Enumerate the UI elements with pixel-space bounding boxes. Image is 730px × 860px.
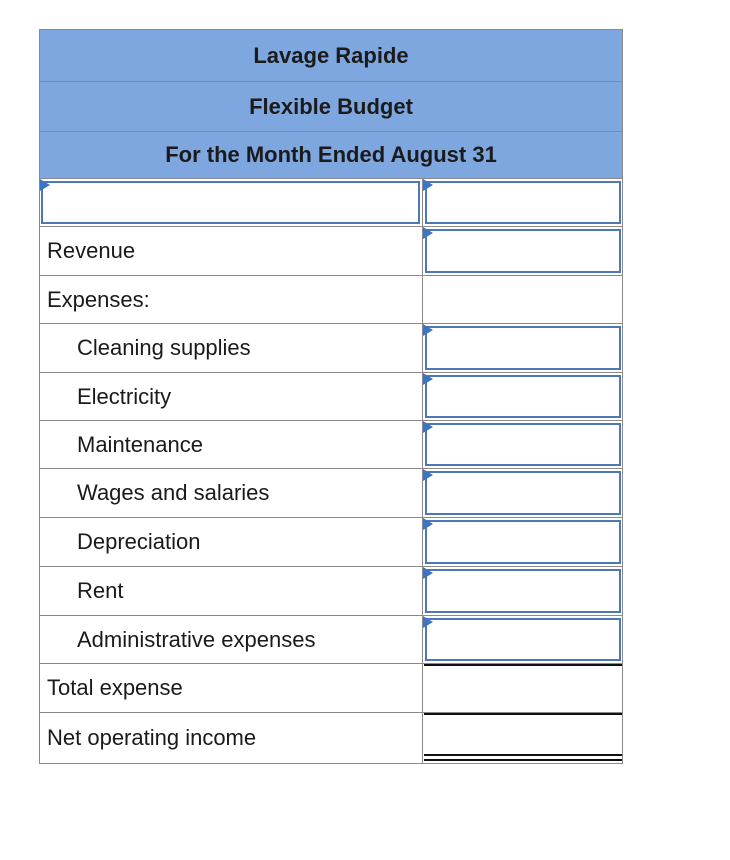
row-label: Administrative expenses — [40, 616, 423, 663]
wages-and-salaries-cell — [423, 469, 622, 517]
table-row-net-operating-income — [40, 713, 622, 764]
row-label: Wages and salaries — [40, 469, 423, 517]
row-label: Total expense — [40, 664, 423, 712]
table-row-administrative-expenses — [40, 616, 622, 664]
maintenance-cell — [423, 421, 622, 468]
dropdown-indicator-icon — [423, 324, 433, 336]
row-label: Revenue — [40, 227, 423, 275]
table-row-revenue — [40, 227, 622, 276]
electricity-input[interactable] — [425, 375, 621, 418]
table-row-depreciation — [40, 518, 622, 567]
table-row-electricity — [40, 373, 622, 421]
maintenance-input[interactable] — [425, 423, 621, 466]
table-row-wages-and-salaries — [40, 469, 622, 518]
table-row-cleaning-supplies — [40, 324, 622, 373]
table-row-rent — [40, 567, 622, 616]
budget-grid — [39, 179, 623, 764]
empty-cell — [423, 276, 622, 323]
cleaning-supplies-input[interactable] — [425, 326, 621, 370]
table-row-expenses-heading — [40, 276, 622, 324]
flexible-budget-table — [39, 29, 623, 764]
cleaning-supplies-cell — [423, 324, 622, 372]
dropdown-indicator-icon — [40, 179, 50, 191]
double-underline — [424, 754, 622, 761]
table-row-total-expense — [40, 664, 622, 713]
revenue-cell — [423, 227, 622, 275]
row-label: Expenses: — [40, 276, 423, 323]
dropdown-indicator-icon — [423, 567, 433, 579]
dropdown-indicator-icon — [423, 179, 433, 191]
column-header-label-cell — [40, 179, 423, 226]
column-header-row — [40, 179, 622, 227]
electricity-cell — [423, 373, 622, 420]
table-row-maintenance — [40, 421, 622, 469]
administrative-expenses-input[interactable] — [425, 618, 621, 661]
rent-cell — [423, 567, 622, 615]
total-underline — [424, 713, 622, 715]
wages-and-salaries-input[interactable] — [425, 471, 621, 515]
dropdown-indicator-icon — [423, 373, 433, 385]
dropdown-indicator-icon — [423, 518, 433, 530]
depreciation-input[interactable] — [425, 520, 621, 564]
row-label: Electricity — [40, 373, 423, 420]
column-header-label-input[interactable] — [41, 181, 420, 224]
dropdown-indicator-icon — [423, 421, 433, 433]
total-underline — [424, 664, 622, 666]
dropdown-indicator-icon — [423, 469, 433, 481]
row-label: Cleaning supplies — [40, 324, 423, 372]
net-operating-income-cell — [423, 713, 622, 763]
report-title: Flexible Budget — [39, 81, 623, 131]
row-label: Depreciation — [40, 518, 423, 566]
administrative-expenses-cell — [423, 616, 622, 663]
dropdown-indicator-icon — [423, 227, 433, 239]
rent-input[interactable] — [425, 569, 621, 613]
row-label: Net operating income — [40, 713, 423, 763]
column-header-value-cell — [423, 179, 622, 226]
report-period: For the Month Ended August 31 — [39, 131, 623, 179]
row-label: Rent — [40, 567, 423, 615]
total-expense-cell — [423, 664, 622, 712]
row-label: Maintenance — [40, 421, 423, 468]
column-header-value-input[interactable] — [425, 181, 621, 224]
dropdown-indicator-icon — [423, 616, 433, 628]
depreciation-cell — [423, 518, 622, 566]
company-name: Lavage Rapide — [39, 29, 623, 81]
revenue-input[interactable] — [425, 229, 621, 273]
